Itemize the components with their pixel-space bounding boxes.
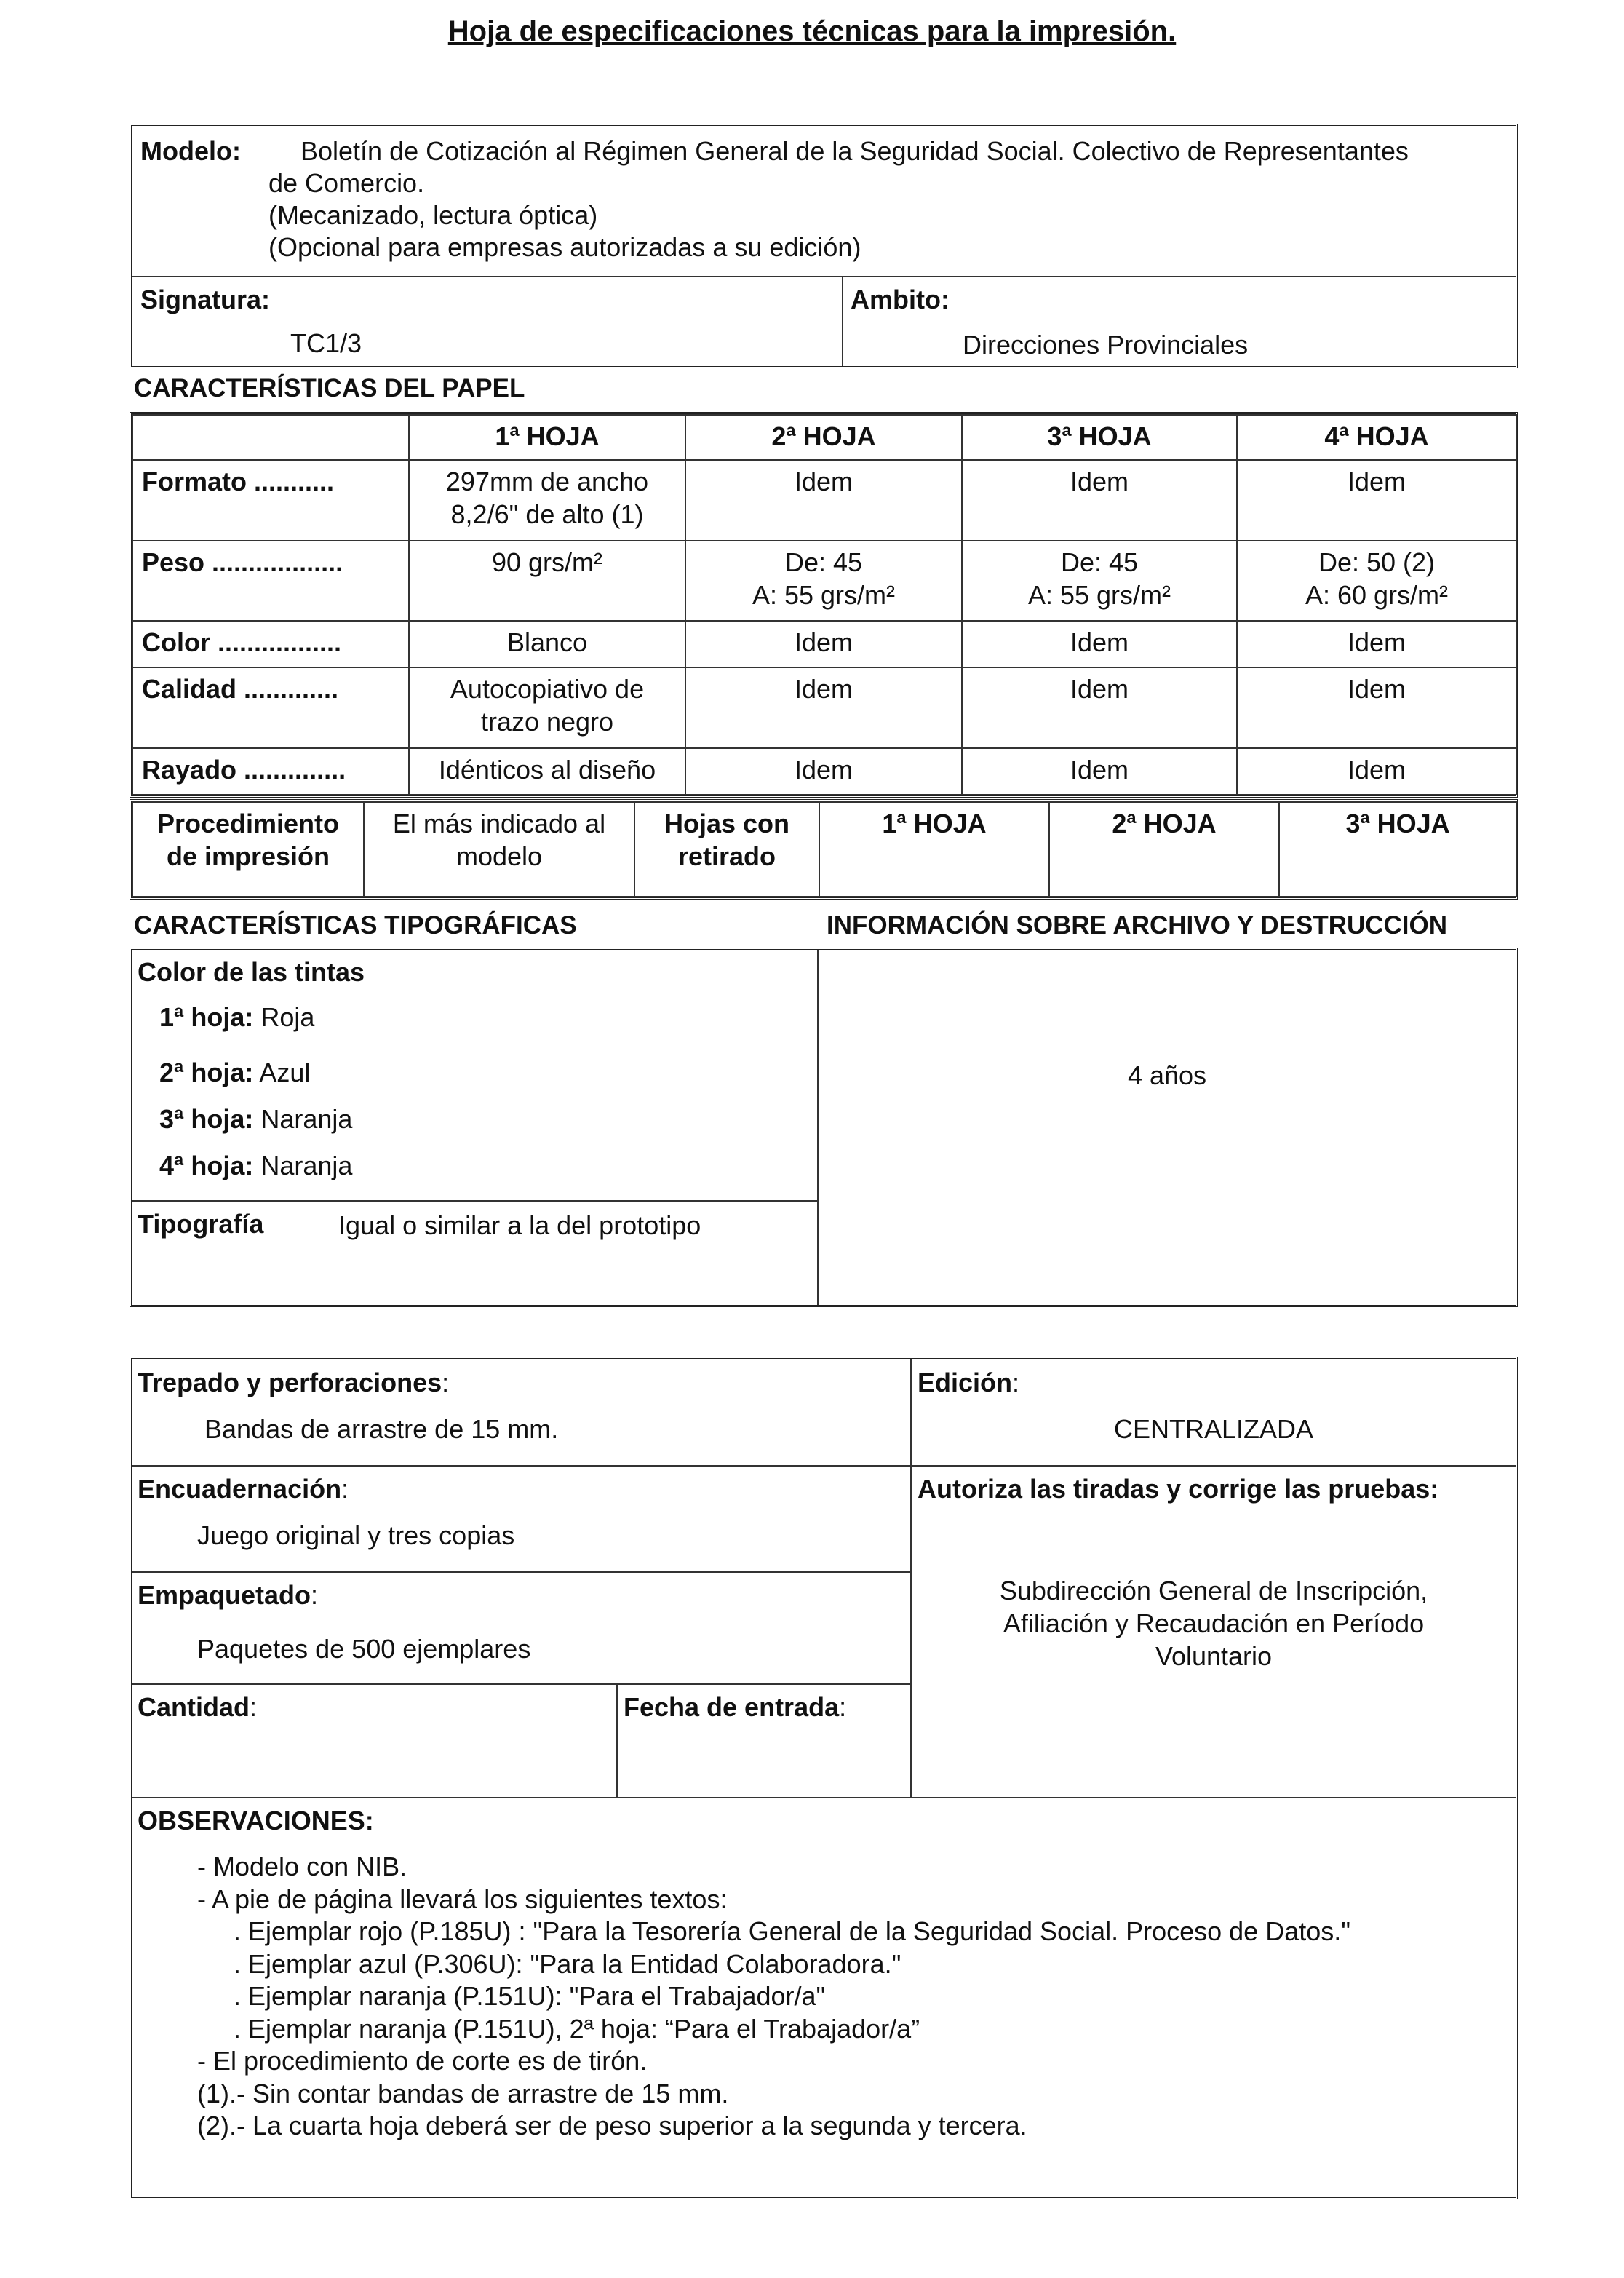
papel-header-hoja-2: 2ª HOJA [685,415,962,460]
modelo-line-3: (Mecanizado, lectura óptica) [268,200,598,230]
row-label: Color ................. [132,621,409,667]
tipograficas-box [130,948,1518,1307]
cell [962,460,1237,540]
cell: Idem [962,621,1237,667]
cell: Idem [1237,667,1516,747]
cell: Idem [1237,748,1516,795]
papel-row-rayado [132,748,1516,795]
edicion-label-text: Edición [918,1368,1013,1397]
archivo-value: 4 años [1127,1060,1207,1090]
label-line: retirado [677,841,776,871]
cell: Blanco [409,621,685,667]
cell-line: 297mm de ancho [445,467,649,497]
cell-line: Autocopiativo de [450,674,645,705]
cell: Idem [685,667,962,747]
ink-label: 1ª hoja: [159,1002,254,1032]
cell [1237,460,1516,540]
cell-line: 8,2/6" de alto (1) [450,499,644,530]
empaquetado-label-text: Empaquetado [138,1580,311,1610]
cell-line: De: 45 [784,547,863,577]
cell: Idem [1237,621,1516,667]
ink-row [159,1001,314,1033]
cell-line: A: 60 grs/m² [1305,579,1449,610]
fecha-label-text: Fecha de entrada [624,1692,840,1722]
papel-row-peso [132,541,1516,621]
cell [685,541,962,621]
cell-line: A: 55 grs/m² [1027,579,1171,610]
colon: : [250,1692,258,1722]
autoriza-label: Autoriza las tiradas y corrige las pruebas: [918,1474,1439,1504]
signatura-label: Signatura: [140,285,271,314]
papel-row-calidad [132,667,1516,747]
cell [962,541,1237,621]
modelo-section [132,126,1516,277]
empaquetado-section [132,1573,912,1685]
fecha-section [618,1685,912,1798]
modelo-line-2: de Comercio. [268,168,425,198]
trepado-label-text: Trepado y perforaciones [138,1368,442,1397]
edicion-value: CENTRALIZADA [1113,1414,1314,1444]
colon: : [341,1474,349,1504]
observacion-line: . Ejemplar naranja (P.151U), 2ª hoja: “Para el Trabajador/a” [234,2013,920,2044]
cantidad-label-text: Cantidad [138,1692,250,1722]
color-tintas-label: Color de las tintas [138,957,365,987]
cell-line: De: 45 [1060,547,1139,577]
encuadernacion-label-text: Encuadernación [138,1474,342,1504]
row-label: Peso .................. [132,541,409,621]
tinta-section [132,950,819,1202]
trepado-label [138,1366,449,1399]
ink-label: 2ª hoja: [159,1057,254,1087]
ink-row [159,1149,352,1182]
observacion-line: . Ejemplar azul (P.306U): "Para la Entidad Colaboradora." [234,1948,901,1979]
cell-line: Idem [1070,467,1129,497]
papel-row-formato [132,460,1516,540]
tipografia-section [132,1202,819,1305]
ink-value: Naranja [260,1151,353,1180]
tipografia-value: Igual o similar a la del prototipo [338,1210,701,1240]
encuadernacion-section [132,1467,912,1573]
cell: Idénticos al diseño [409,748,685,795]
label-line: Procedimiento [156,809,340,838]
observacion-line: . Ejemplar rojo (P.185U) : "Para la Tesorería General de la Seguridad Social. Proceso de Datos." [234,1916,1351,1946]
cell-line: Idem [1347,467,1406,497]
cell-line: 90 grs/m² [491,547,603,577]
ink-label: 4ª hoja: [159,1151,254,1180]
trepado-section [132,1359,912,1467]
cell [409,541,685,621]
signatura-value: TC1/3 [290,328,362,358]
modelo-box [130,124,1518,368]
modelo-line-4: (Opcional para empresas autorizadas a su edición) [268,232,861,262]
row-label: Formato ........... [132,460,409,540]
observacion-line: - Modelo con NIB. [197,1852,407,1881]
colon: : [839,1692,847,1722]
tipografia-label: Tipografía [138,1209,264,1239]
ink-label: 3ª hoja: [159,1104,254,1134]
observacion-line: . Ejemplar naranja (P.151U): "Para el Trabajador/a" [234,1981,826,2011]
cell-line: A: 55 grs/m² [752,579,896,610]
papel-header-empty [132,415,409,460]
papel-header-hoja-4: 4ª HOJA [1237,415,1516,460]
cell: Idem [685,748,962,795]
edicion-label [918,1366,1019,1399]
signatura-section [132,276,843,366]
retirado-hoja-1: 1ª HOJA [819,802,1049,897]
row-label: Calidad ............. [132,667,409,747]
cantidad-label [138,1691,257,1723]
cell-line: trazo negro [480,707,614,737]
label-line: Hojas con [664,809,790,838]
cell: Idem [962,667,1237,747]
autoriza-section [912,1467,1516,1798]
modelo-line-1: Boletín de Cotización al Régimen General de la Seguridad Social. Colectivo de Representantes [300,136,1409,166]
observacion-line: - A pie de página llevará los siguientes textos: [197,1884,728,1914]
empaquetado-label [138,1579,318,1611]
produccion-box [130,1357,1518,2199]
autoriza-line: Afiliación y Recaudación en Período [1003,1608,1425,1638]
papel-header-hoja-3: 3ª HOJA [962,415,1237,460]
ink-value: Roja [260,1002,315,1032]
encuadernacion-value: Juego original y tres copias [197,1520,515,1550]
value-line: El más indicado al [392,809,606,838]
cell [685,460,962,540]
autoriza-line: Subdirección General de Inscripción, [999,1576,1428,1606]
archivo-section [819,950,1516,1305]
fecha-label [624,1691,846,1723]
observacion-line: (1).- Sin contar bandas de arrastre de 15 mm. [197,2078,729,2108]
ink-row [159,1056,310,1089]
archivo-heading: INFORMACIÓN SOBRE ARCHIVO Y DESTRUCCIÓN [827,911,1448,940]
page-title: Hoja de especificaciones técnicas para la impresión. [447,15,1177,47]
label-line: de impresión [166,841,330,871]
cell: Idem [962,748,1237,795]
ambito-label: Ambito: [851,285,950,314]
cell-line: De: 50 (2) [1318,547,1436,577]
ambito-section [843,276,1516,366]
papel-table [132,414,1517,795]
procedimiento-label [132,802,364,897]
colon: : [442,1368,450,1397]
ink-value: Naranja [260,1104,353,1134]
colon: : [311,1580,319,1610]
papel-header-hoja-1: 1ª HOJA [409,415,685,460]
observaciones-list [197,1851,1350,2143]
colon: : [1012,1368,1020,1397]
ink-row [159,1103,352,1135]
hojas-retirado-label [634,802,819,897]
empaquetado-value: Paquetes de 500 ejemplares [197,1634,531,1664]
cantidad-section [132,1685,618,1798]
ink-value: Azul [259,1057,311,1087]
papel-row-color [132,621,1516,667]
observacion-line: - El procedimiento de corte es de tirón. [197,2046,648,2076]
cell [409,667,685,747]
observacion-line: (2).- La cuarta hoja deberá ser de peso superior a la segunda y tercera. [197,2111,1027,2140]
procedimiento-table [132,801,1517,897]
papel-heading: CARACTERÍSTICAS DEL PAPEL [134,374,525,402]
edicion-section [912,1359,1516,1467]
row-label: Rayado .............. [132,748,409,795]
trepado-value: Bandas de arrastre de 15 mm. [204,1414,559,1444]
retirado-hoja-2: 2ª HOJA [1049,802,1279,897]
modelo-label: Modelo: [140,136,241,166]
tipograficas-heading: CARACTERÍSTICAS TIPOGRÁFICAS [134,911,577,940]
procedimiento-box [130,799,1518,900]
observaciones-label: OBSERVACIONES: [138,1806,374,1836]
cell [1237,541,1516,621]
cell [409,460,685,540]
cell: Idem [685,621,962,667]
procedimiento-value [364,802,634,897]
cell-line: Idem [794,467,853,497]
autoriza-value [912,1574,1516,1672]
ambito-value: Direcciones Provinciales [963,330,1249,360]
observaciones-section [132,1798,1516,2197]
papel-table-box [130,412,1518,798]
autoriza-line: Voluntario [1155,1641,1273,1671]
retirado-hoja-3: 3ª HOJA [1279,802,1516,897]
value-line: modelo [455,841,543,871]
encuadernacion-label [138,1472,349,1505]
